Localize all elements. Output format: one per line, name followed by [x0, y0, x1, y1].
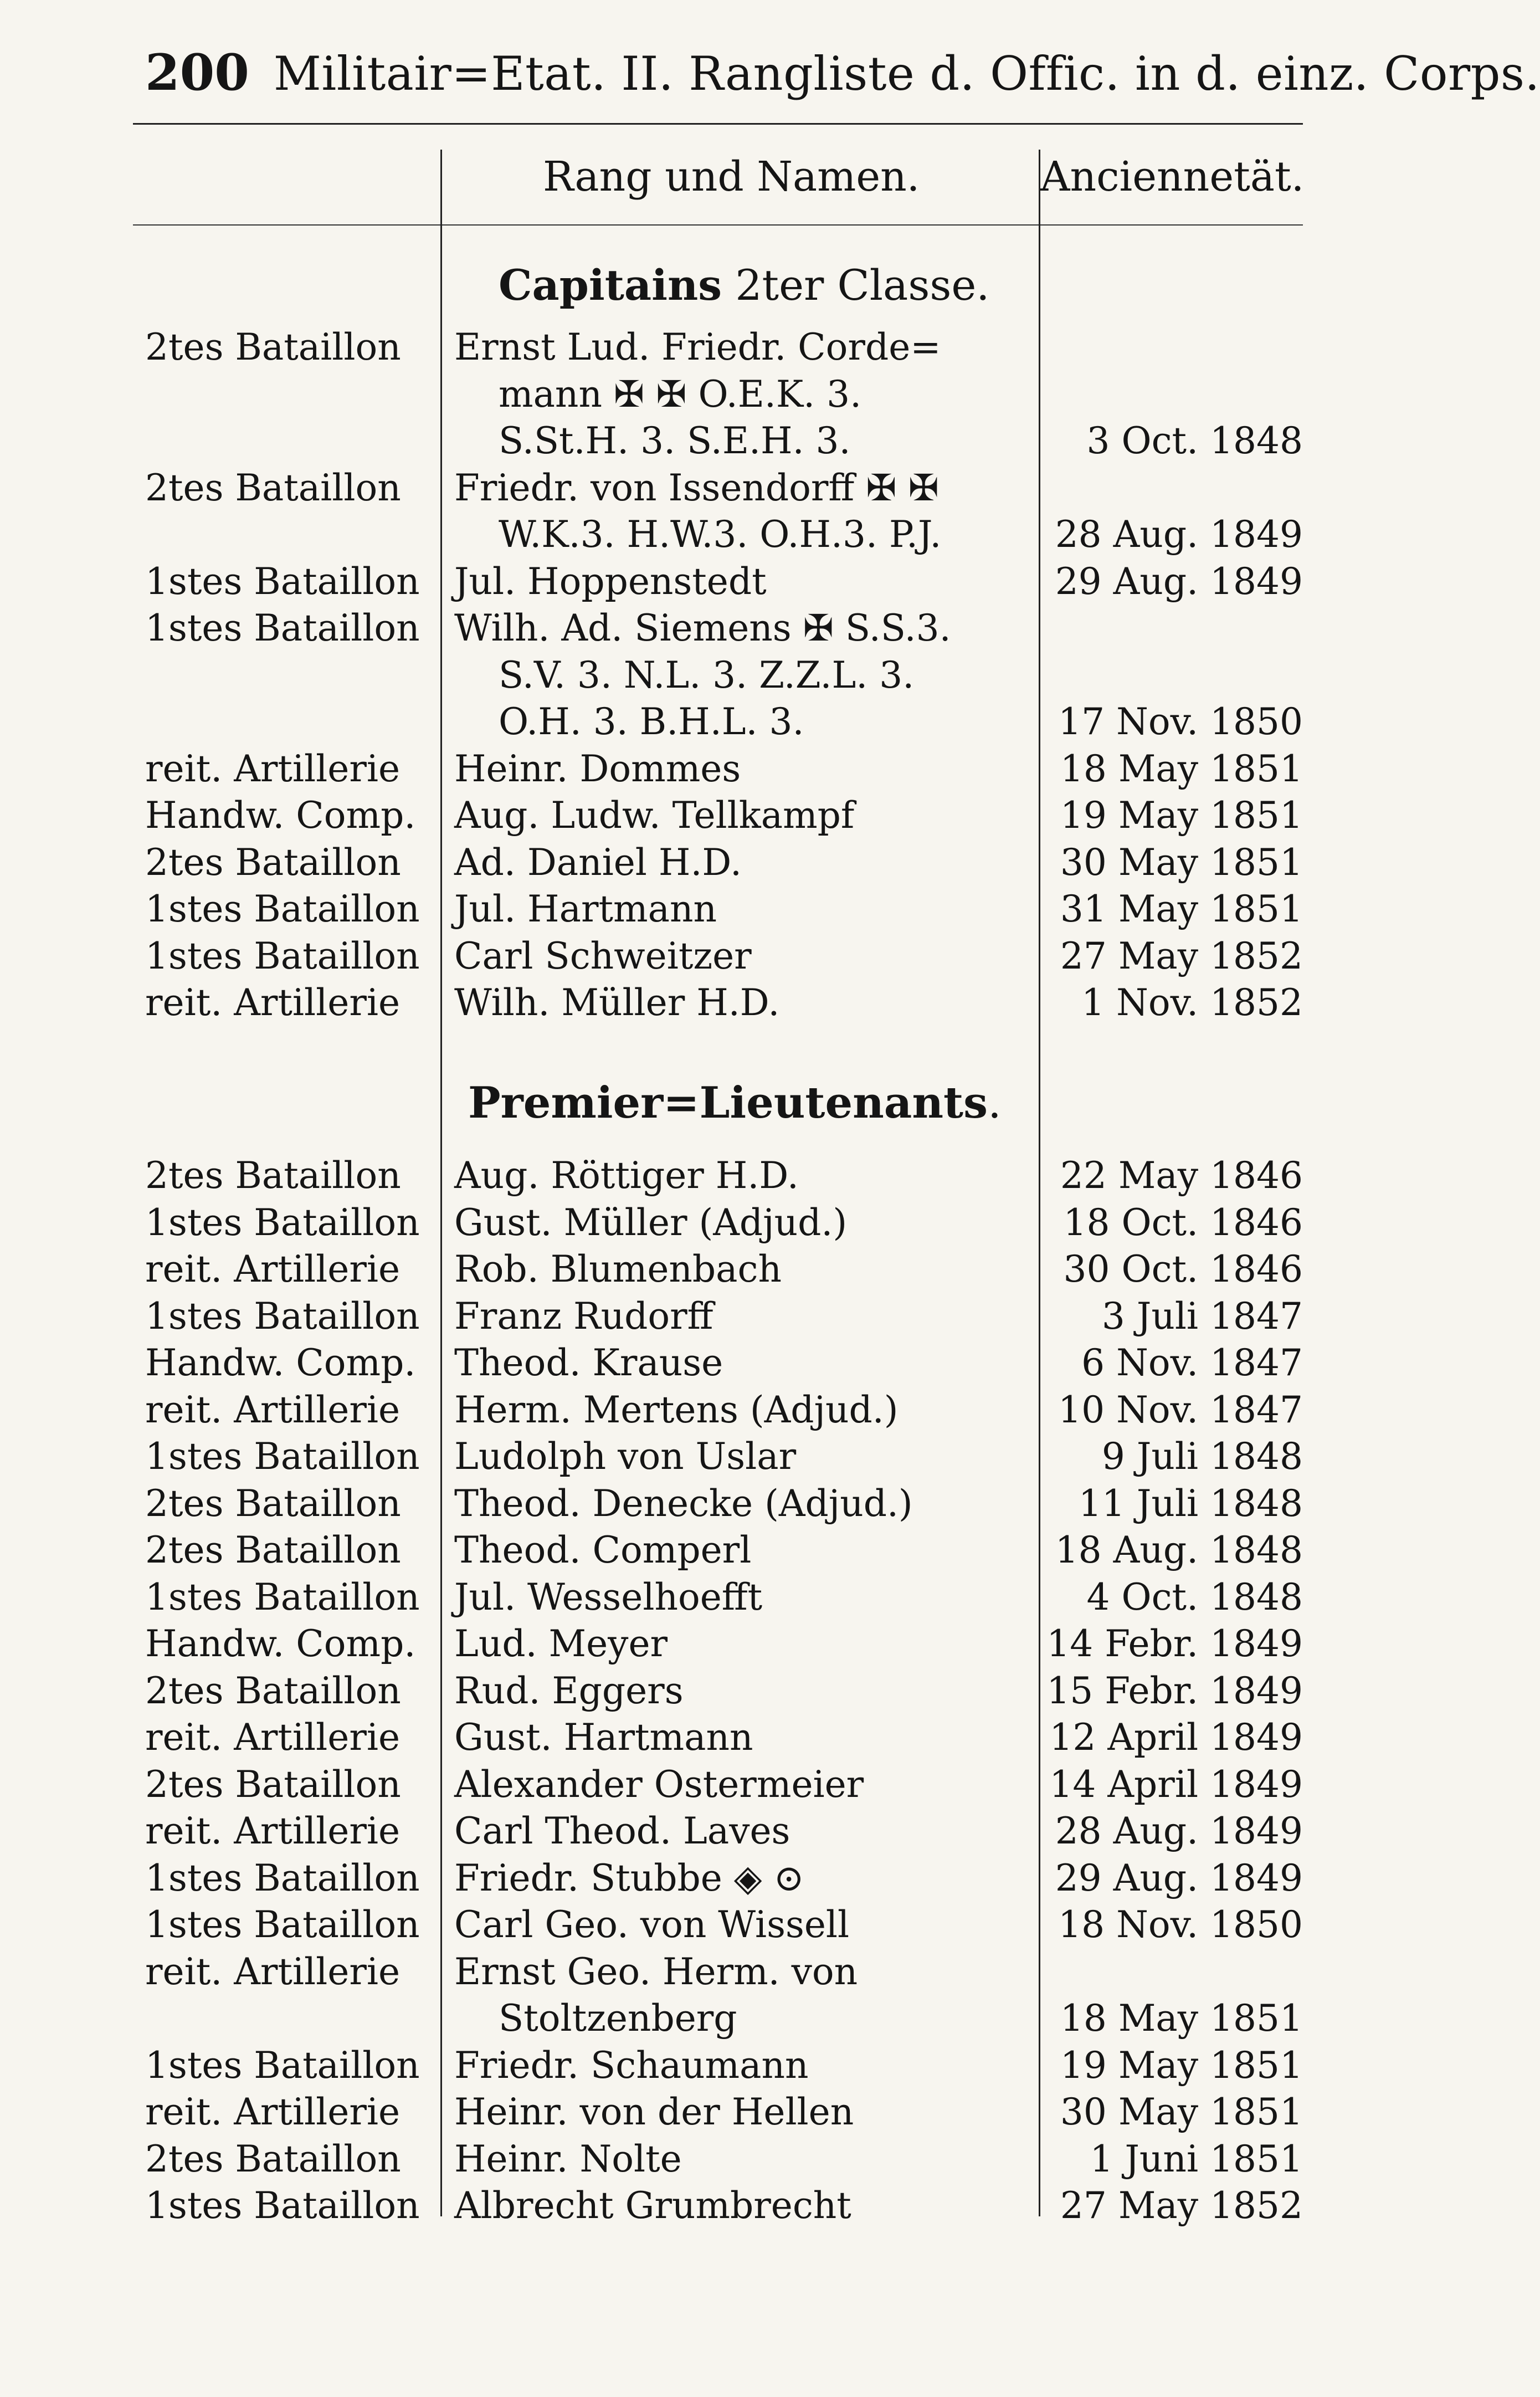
officer-name: Herm. Mertens (Adjud.)	[454, 1388, 899, 1431]
unit-name: reit. Artillerie	[145, 1810, 401, 1852]
officer-name: Rob. Blumenbach	[454, 1248, 782, 1290]
officer-name: Theod. Denecke (Adjud.)	[454, 1482, 913, 1525]
officer-name: Wilh. Müller H.D.	[454, 981, 780, 1024]
officer-name: Heinr. Nolte	[454, 2137, 682, 2180]
table-row	[0, 418, 1333, 464]
section-heading-capitains	[499, 260, 989, 310]
unit-name: 1stes Bataillon	[145, 1856, 420, 1899]
seniority-date: 22 May 1846	[1060, 1154, 1303, 1197]
seniority-date: 27 May 1852	[1060, 934, 1303, 977]
unit-name: reit. Artillerie	[145, 981, 401, 1024]
seniority-date: 30 May 1851	[1060, 2091, 1303, 2133]
officer-name: Theod. Comperl	[454, 1529, 752, 1571]
column-header-seniority: Anciennetät.	[1040, 153, 1305, 201]
column-header-rule	[133, 224, 1303, 226]
unit-name: reit. Artillerie	[145, 1248, 401, 1290]
officer-name: Heinr. Dommes	[454, 747, 741, 790]
unit-name: Handw. Comp.	[145, 794, 416, 837]
table-row	[0, 933, 1333, 980]
seniority-date: 18 Aug. 1848	[1055, 1529, 1303, 1571]
table-row	[0, 1153, 1333, 1199]
unit-name: 2tes Bataillon	[145, 1482, 401, 1525]
seniority-date: 29 Aug. 1849	[1055, 1856, 1303, 1899]
page-header	[145, 43, 1540, 110]
table-row	[0, 2042, 1333, 2089]
officer-name: Ad. Daniel H.D.	[454, 841, 742, 884]
table-row	[0, 1527, 1333, 1574]
unit-name: reit. Artillerie	[145, 1716, 401, 1759]
table-row	[0, 1621, 1333, 1667]
seniority-date: 18 Oct. 1846	[1063, 1201, 1303, 1244]
unit-name: 1stes Bataillon	[145, 607, 420, 649]
section-title: Capitains	[499, 260, 722, 310]
unit-name: 2tes Bataillon	[145, 326, 401, 368]
officer-name: Theod. Krause	[454, 1341, 723, 1384]
officer-name: mann ✠ ✠ O.E.K. 3.	[499, 372, 862, 416]
table-row	[0, 1902, 1333, 1948]
officer-name: Aug. Röttiger H.D.	[454, 1154, 799, 1197]
officer-name: Stoltzenberg	[499, 1997, 737, 2040]
seniority-date: 31 May 1851	[1060, 888, 1303, 930]
officer-name: Carl Theod. Laves	[454, 1810, 790, 1852]
table-row	[0, 1808, 1333, 1855]
seniority-date: 29 Aug. 1849	[1055, 560, 1303, 603]
officer-name: Ernst Lud. Friedr. Corde=	[454, 326, 941, 368]
unit-name: reit. Artillerie	[145, 747, 401, 790]
seniority-date: 6 Nov. 1847	[1081, 1341, 1303, 1384]
unit-name: 2tes Bataillon	[145, 1529, 401, 1571]
unit-name: 1stes Bataillon	[145, 560, 420, 603]
officer-name: Alexander Ostermeier	[454, 1763, 864, 1806]
table-row	[0, 2136, 1333, 2183]
table-row	[0, 559, 1333, 605]
unit-name: 1stes Bataillon	[145, 1903, 420, 1946]
unit-name: 2tes Bataillon	[145, 2137, 401, 2180]
seniority-date: 30 May 1851	[1060, 841, 1303, 884]
unit-name: 2tes Bataillon	[145, 1763, 401, 1806]
officer-name: Carl Geo. von Wissell	[454, 1903, 850, 1946]
seniority-date: 3 Juli 1847	[1101, 1294, 1303, 1338]
seniority-date: 19 May 1851	[1060, 2043, 1303, 2087]
seniority-date: 18 Nov. 1850	[1058, 1903, 1303, 1946]
seniority-date: 28 Aug. 1849	[1055, 513, 1303, 556]
table-row	[0, 652, 1333, 699]
officer-name: Friedr. Stubbe ◈ ⊙	[454, 1856, 804, 1899]
table-row	[0, 1668, 1333, 1714]
officer-name: Friedr. von Issendorff ✠ ✠	[454, 466, 939, 509]
column-header-rank: Rang und Namen.	[543, 153, 920, 201]
page-title: Militair=Etat. II. Rangliste d. Offic. in d. einz. Corps.	[273, 47, 1540, 101]
unit-name: 1stes Bataillon	[145, 934, 420, 977]
officer-name: Carl Schweitzer	[454, 934, 752, 977]
seniority-date: 18 May 1851	[1060, 747, 1303, 790]
officer-name: Rud. Eggers	[454, 1669, 684, 1712]
unit-name: 1stes Bataillon	[145, 1575, 420, 1619]
officer-name: Ludolph von Uslar	[454, 1435, 797, 1478]
table-row	[0, 1433, 1333, 1480]
table-row	[0, 1761, 1333, 1808]
officer-name: Franz Rudorff	[454, 1294, 713, 1338]
table-row	[0, 839, 1333, 886]
table-row	[0, 2089, 1333, 2135]
table-row	[0, 1200, 1333, 1246]
seniority-date: 30 Oct. 1846	[1063, 1248, 1303, 1290]
table-row	[0, 2183, 1333, 2229]
seniority-date: 10 Nov. 1847	[1058, 1388, 1303, 1431]
table-row	[0, 1481, 1333, 1527]
seniority-date: 11 Juli 1848	[1078, 1482, 1303, 1525]
officer-name: W.K.3. H.W.3. O.H.3. P.J.	[499, 513, 942, 556]
table-row	[0, 746, 1333, 792]
table-row	[0, 1246, 1333, 1293]
officer-name: Jul. Wesselhoefft	[454, 1575, 763, 1619]
officer-name: Wilh. Ad. Siemens ✠ S.S.3.	[454, 607, 951, 649]
unit-name: Handw. Comp.	[145, 1622, 416, 1665]
table-row	[0, 792, 1333, 839]
seniority-date: 14 Febr. 1849	[1046, 1622, 1303, 1665]
section-heading-premier: Premier=Lieutenants.	[468, 1078, 1002, 1128]
seniority-date: 17 Nov. 1850	[1058, 700, 1303, 743]
table-row	[0, 1293, 1333, 1340]
page-number: 200	[145, 43, 249, 102]
officer-name: Gust. Hartmann	[454, 1716, 753, 1759]
officer-name: O.H. 3. B.H.L. 3.	[499, 700, 804, 743]
seniority-date: 14 April 1849	[1049, 1763, 1303, 1806]
table-row	[0, 1949, 1333, 1995]
table-row	[0, 886, 1333, 933]
table-row	[0, 371, 1333, 418]
officer-name: Friedr. Schaumann	[454, 2043, 809, 2087]
officer-name: Jul. Hoppenstedt	[454, 560, 767, 603]
unit-name: 2tes Bataillon	[145, 841, 401, 884]
table-row	[0, 1574, 1333, 1621]
officer-name: Ernst Geo. Herm. von	[454, 1950, 858, 1993]
unit-name: Handw. Comp.	[145, 1341, 416, 1384]
unit-name: 2tes Bataillon	[145, 1154, 401, 1197]
unit-name: 1stes Bataillon	[145, 2184, 420, 2227]
unit-name: 1stes Bataillon	[145, 1201, 420, 1244]
section-subtitle: 2ter Classe.	[735, 260, 990, 310]
table-row	[0, 324, 1333, 371]
seniority-date: 15 Febr. 1849	[1046, 1669, 1303, 1712]
seniority-date: 4 Oct. 1848	[1086, 1575, 1303, 1619]
officer-name: Lud. Meyer	[454, 1622, 668, 1665]
unit-name: 2tes Bataillon	[145, 466, 401, 509]
seniority-date: 19 May 1851	[1060, 794, 1303, 837]
seniority-date: 18 May 1851	[1060, 1997, 1303, 2040]
officer-name: Gust. Müller (Adjud.)	[454, 1201, 848, 1244]
unit-name: 1stes Bataillon	[145, 1294, 420, 1338]
officer-name: Heinr. von der Hellen	[454, 2091, 854, 2133]
table-row	[0, 980, 1333, 1026]
table-row	[0, 1387, 1333, 1433]
officer-name: S.St.H. 3. S.E.H. 3.	[499, 419, 851, 462]
unit-name: reit. Artillerie	[145, 1388, 401, 1431]
section-title: Premier=Lieutenants	[468, 1078, 988, 1128]
seniority-date: 12 April 1849	[1049, 1716, 1303, 1759]
officer-name: Jul. Hartmann	[454, 888, 717, 930]
officer-name: S.V. 3. N.L. 3. Z.Z.L. 3.	[499, 653, 915, 696]
table-row	[0, 465, 1333, 511]
unit-name: reit. Artillerie	[145, 1950, 401, 1993]
unit-name: reit. Artillerie	[145, 2091, 401, 2133]
table-row	[0, 699, 1333, 745]
unit-name: 2tes Bataillon	[145, 1669, 401, 1712]
seniority-date: 9 Juli 1848	[1101, 1435, 1303, 1478]
seniority-date: 1 Juni 1851	[1090, 2137, 1303, 2180]
table-row	[0, 605, 1333, 652]
table-row	[0, 1855, 1333, 1902]
unit-name: 1stes Bataillon	[145, 1435, 420, 1478]
unit-name: 1stes Bataillon	[145, 2043, 420, 2087]
header-rule	[133, 123, 1303, 125]
table-row	[0, 1340, 1333, 1386]
seniority-date: 3 Oct. 1848	[1086, 419, 1303, 462]
table-row	[0, 1995, 1333, 2042]
seniority-date: 27 May 1852	[1060, 2184, 1303, 2227]
officer-name: Albrecht Grumbrecht	[454, 2184, 851, 2227]
seniority-date: 1 Nov. 1852	[1081, 981, 1303, 1024]
seniority-date: 28 Aug. 1849	[1055, 1810, 1303, 1852]
officer-name: Aug. Ludw. Tellkampf	[454, 794, 855, 837]
table-row	[0, 511, 1333, 558]
unit-name: 1stes Bataillon	[145, 888, 420, 930]
table-row	[0, 1714, 1333, 1761]
